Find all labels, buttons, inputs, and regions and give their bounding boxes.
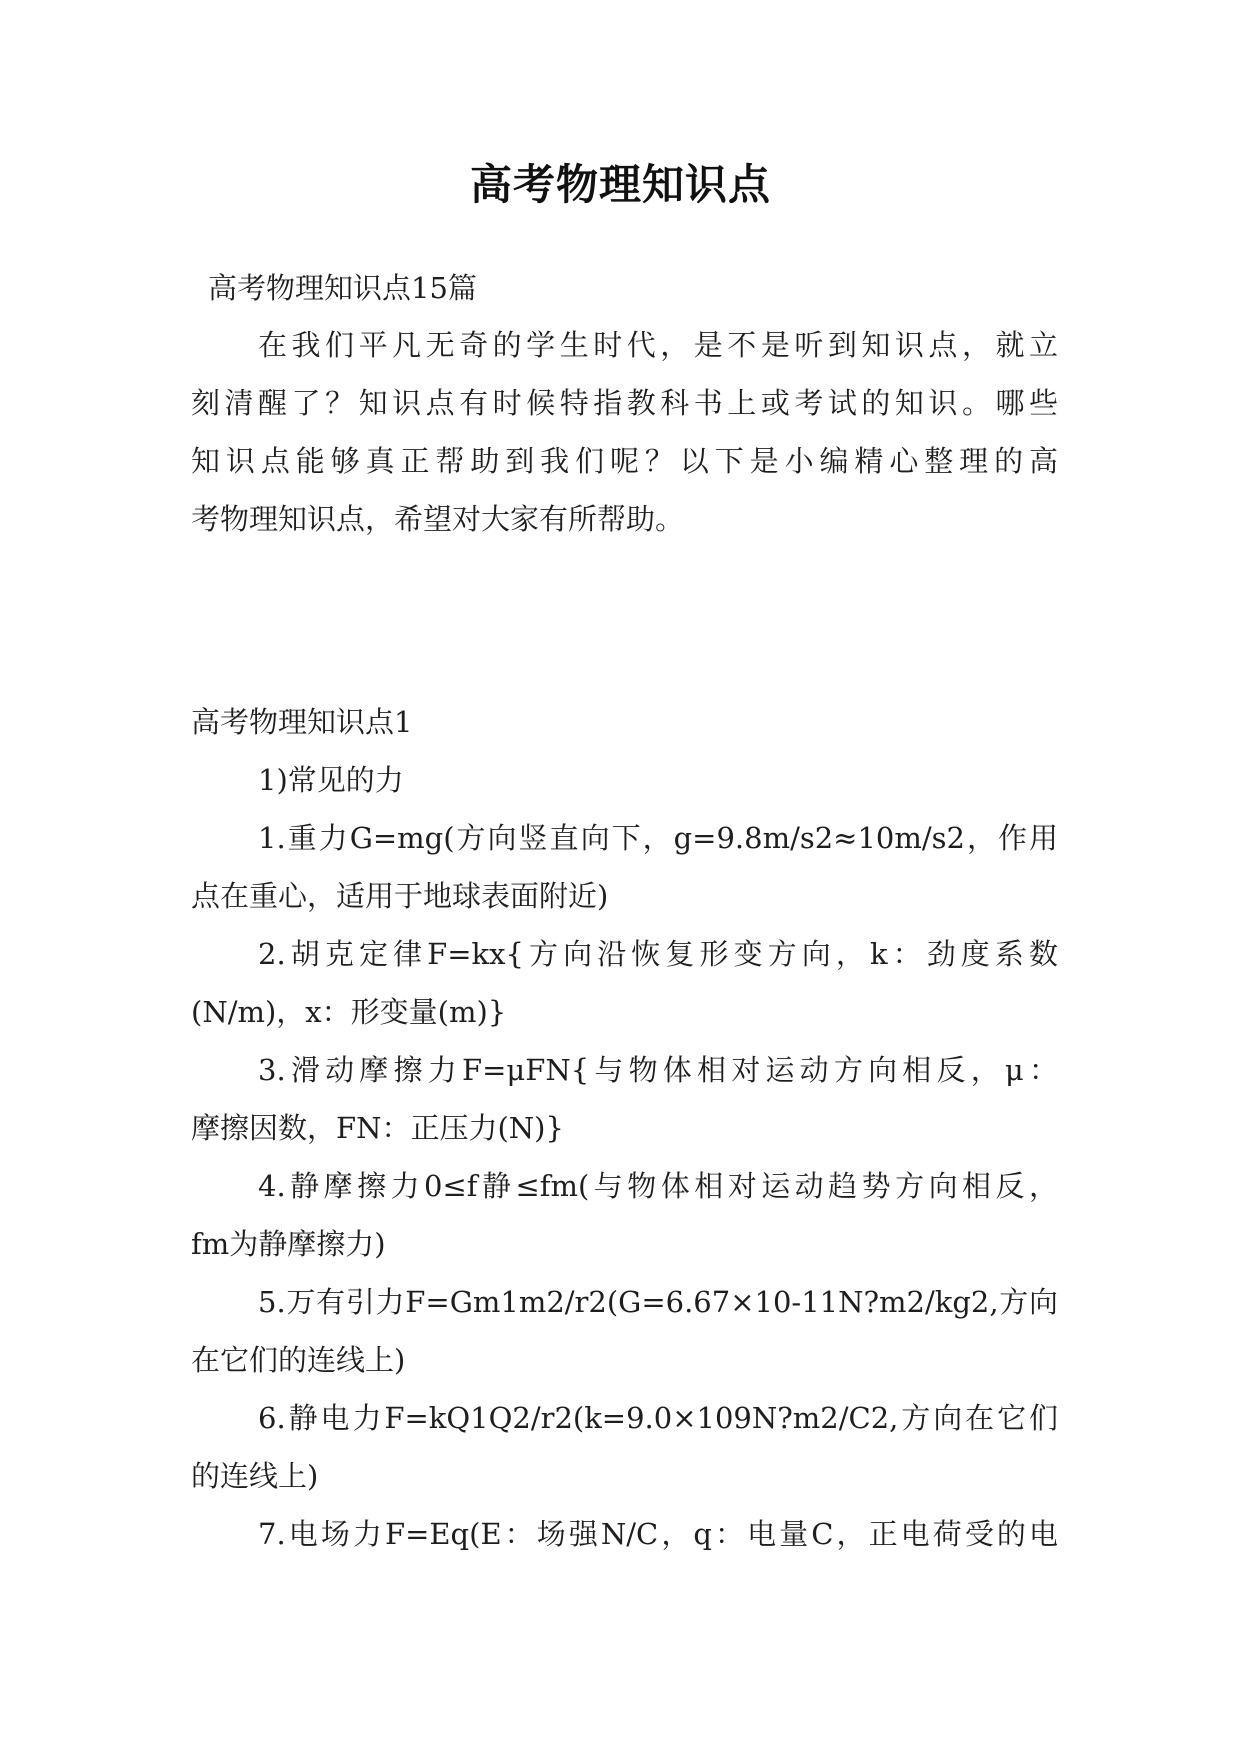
section-heading: 高考物理知识点1 xyxy=(191,705,413,739)
item-line-11: 6.静电力F=kQ1Q2/r2(k=9.0×109N?m2/C2,方向在它们 xyxy=(258,1401,1058,1435)
item-line-2: 点在重心，适用于地球表面附近) xyxy=(191,879,609,913)
item-line-10: 在它们的连线上) xyxy=(191,1343,406,1377)
item-line-9: 5.万有引力F=Gm1m2/r2(G=6.67×10-11N?m2/kg2,方向 xyxy=(258,1285,1058,1319)
item-line-3: 2.胡克定律F=kx{方向沿恢复形变方向，k：劲度系数 xyxy=(258,937,1058,971)
item-line-5: 3.滑动摩擦力F=μFN{与物体相对运动方向相反，μ： xyxy=(258,1053,1058,1087)
intro-line-4: 考物理知识点，希望对大家有所帮助。 xyxy=(191,502,685,536)
item-line-1: 1.重力G=mg(方向竖直向下，g=9.8m/s2≈10m/s2，作用 xyxy=(258,821,1058,855)
intro-line-3: 知识点能够真正帮助到我们呢？以下是小编精心整理的高 xyxy=(191,444,1058,478)
intro-line-1: 在我们平凡无奇的学生时代，是不是听到知识点，就立 xyxy=(258,328,1058,362)
subsection-heading: 1)常见的力 xyxy=(258,763,404,797)
intro-line-2: 刻清醒了？知识点有时候特指教科书上或考试的知识。哪些 xyxy=(191,386,1058,420)
item-line-12: 的连线上) xyxy=(191,1459,319,1493)
document-title: 高考物理知识点 xyxy=(469,160,771,209)
item-line-7: 4.静摩擦力0≤f静≤fm(与物体相对运动趋势方向相反， xyxy=(258,1169,1058,1203)
document-subtitle: 高考物理知识点15篇 xyxy=(208,271,477,305)
item-line-13: 7.电场力F=Eq(E：场强N/C，q：电量C，正电荷受的电 xyxy=(258,1517,1058,1551)
item-line-4: (N/m)，x：形变量(m)} xyxy=(191,995,507,1029)
item-line-8: fm为静摩擦力) xyxy=(191,1227,386,1261)
item-line-6: 摩擦因数，FN：正压力(N)} xyxy=(191,1111,564,1145)
